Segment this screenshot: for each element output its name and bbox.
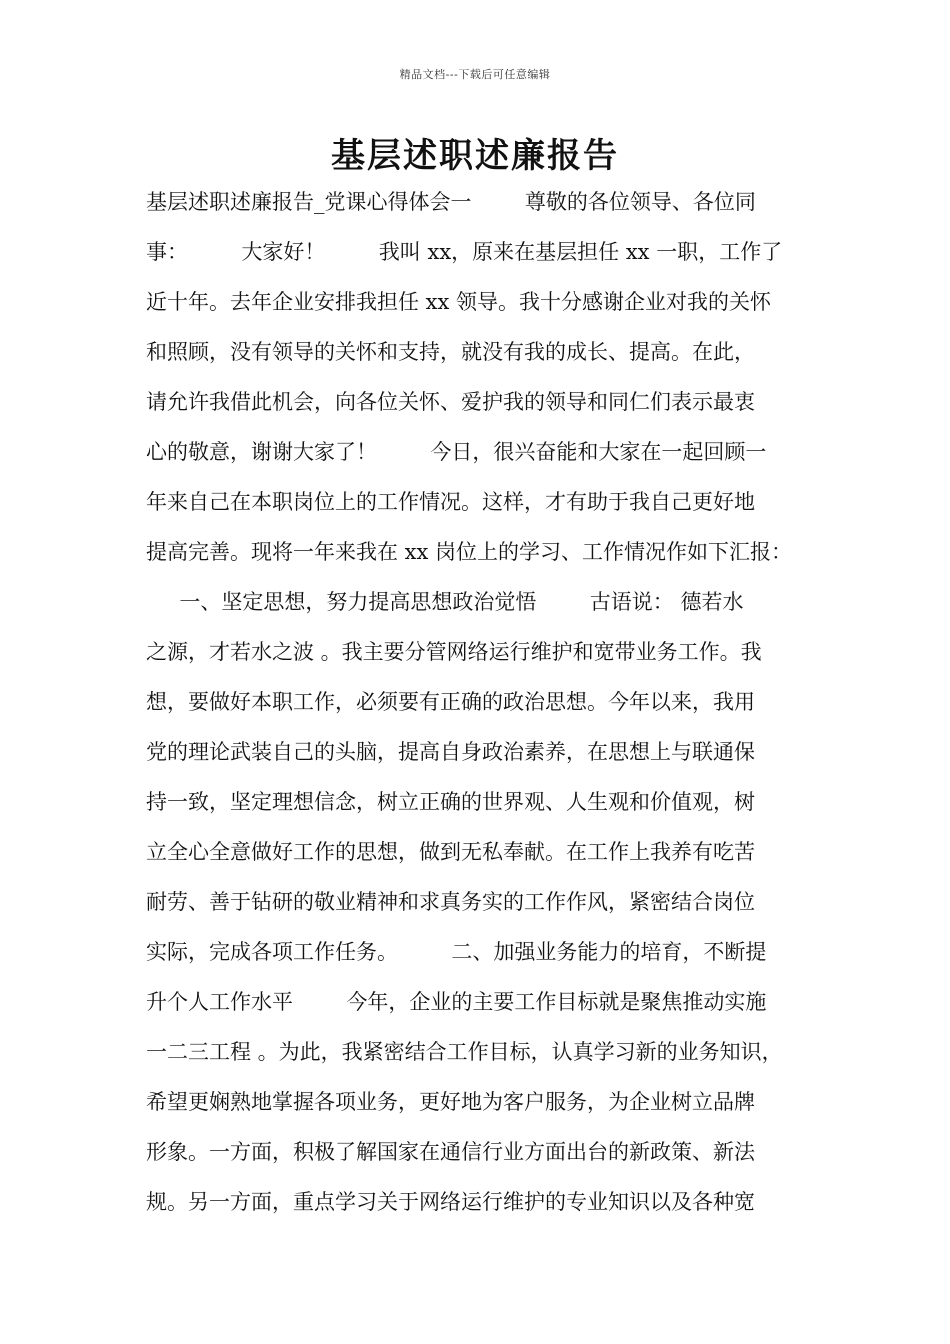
body-line: 请允许我借此机会，向各位关怀、爱护我的领导和同仁们表示最衷 (146, 390, 755, 414)
body-line: 年来自己在本职岗位上的工作情况。这样，才有助于我自己更好地 (146, 490, 755, 514)
header-note: 精品文档---下载后可任意编辑 (399, 68, 551, 81)
body-line: 基层述职述廉报告_党课心得体会一 尊敬的各位领导、各位同 (146, 190, 756, 214)
body-line: 立全心全意做好工作的思想，做到无私奉献。在工作上我养有吃苦 (146, 840, 755, 864)
body-line: 形象。一方面，积极了解国家在通信行业方面出台的新政策、新法 (146, 1140, 755, 1164)
body-line: 和照顾，没有领导的关怀和支持，就没有我的成长、提高。在此， (146, 340, 755, 364)
body-line: 提高完善。现将一年来我在 xx 岗位上的学习、工作情况作如下汇报： (146, 540, 793, 564)
body-line: 持一致，坚定理想信念，树立正确的世界观、人生观和价值观，树 (146, 790, 755, 814)
body-line: 希望更娴熟地掌握各项业务，更好地为客户服务，为企业树立品牌 (146, 1090, 755, 1114)
body-line: 近十年。去年企业安排我担任 xx 领导。我十分感谢企业对我的关怀 (146, 290, 772, 314)
body-line: 之源，才若水之波 。我主要分管网络运行维护和宽带业务工作。我 (146, 640, 762, 664)
body-line: 党的理论武装自己的头脑，提高自身政治素养，在思想上与联通保 (146, 740, 755, 764)
document-title: 基层述职述廉报告 (331, 136, 619, 176)
body-text (146, 180, 810, 1230)
body-line: 事： 大家好！ 我叫 xx，原来在基层担任 xx 一职，工作了 (146, 240, 783, 264)
body-line: 一、坚定思想，努力提高思想政治觉悟 古语说： 德若水 (146, 590, 744, 614)
body-line: 一二三工程 。为此，我紧密结合工作目标，认真学习新的业务知识， (146, 1040, 783, 1064)
body-line: 实际，完成各项工作任务。 二、加强业务能力的培育，不断提 (146, 940, 767, 964)
body-line: 耐劳、善于钻研的敬业精神和求真务实的工作作风，紧密结合岗位 (146, 890, 755, 914)
body-line: 升个人工作水平 今年，企业的主要工作目标就是聚焦推动实施 (146, 990, 767, 1014)
body-line: 想，要做好本职工作，必须要有正确的政治思想。今年以来，我用 (146, 690, 755, 714)
body-line: 心的敬意，谢谢大家了！ 今日，很兴奋能和大家在一起回顾一 (146, 440, 767, 464)
body-line: 规。另一方面，重点学习关于网络运行维护的专业知识以及各种宽 (146, 1190, 755, 1214)
